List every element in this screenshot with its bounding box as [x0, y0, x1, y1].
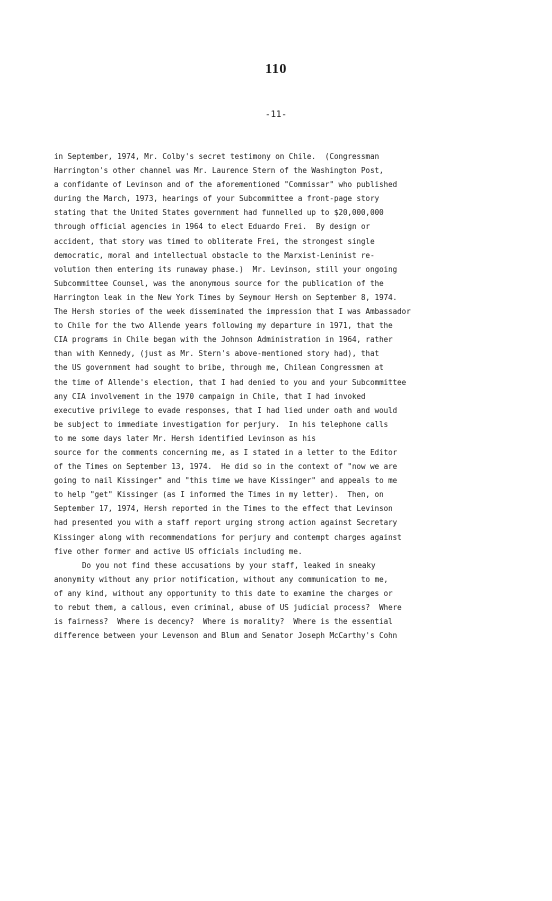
text-line: Harrington's other channel was Mr. Laurence Stern of the Washington Post, — [54, 166, 384, 176]
letter-body — [54, 150, 514, 643]
text-line: the US government had sought to bribe, through me, Chilean Congressmen at — [54, 363, 384, 373]
text-line: to Chile for the two Allende years following my departure in 1971, that the — [54, 321, 393, 331]
text-line: stating that the United States government had funnelled up to $20,000,000 — [54, 208, 384, 218]
text-line: source for the comments concerning me, as I stated in a letter to the Editor — [54, 447, 398, 457]
page-number: 110 — [265, 62, 287, 77]
text-line: any CIA involvement in the 1970 campaign in Chile, that I had invoked — [54, 391, 366, 401]
text-line: executive privilege to evade responses, that I had lied under oath and would — [54, 405, 398, 415]
section-number: -11- — [265, 110, 287, 120]
text-line: the time of Allende's election, that I had denied to you and your Subcommittee — [54, 377, 407, 387]
paragraph-first-line: Do you not find these accusations by your staff, leaked in sneaky — [82, 560, 376, 570]
text-line: is fairness? Where is decency? Where is morality? Where is the essential — [54, 617, 393, 627]
text-line: of the Times on September 13, 1974. He did so in the context of "now we are — [54, 462, 398, 472]
text-line: going to nail Kissinger" and "this time we have Kissinger" and appeals to me — [54, 476, 398, 486]
text-line: accident, that story was timed to obliterate Frei, the strongest single — [54, 236, 375, 246]
text-line: than with Kennedy, (just as Mr. Stern's above-mentioned story had), that — [54, 349, 380, 359]
text-line: to me some days later Mr. Hersh identified Levinson as his — [54, 433, 316, 443]
text-line: Kissinger along with recommendations for perjury and contempt charges against — [54, 532, 402, 542]
text-line: be subject to immediate investigation for perjury. In his telephone calls — [54, 419, 389, 429]
text-line: to rebut them, a callous, even criminal, abuse of US judicial process? Where — [54, 603, 402, 612]
text-line: during the March, 1973, hearings of your Subcommittee a front-page story — [54, 194, 380, 204]
text-line: The Hersh stories of the week disseminated the impression that I was Ambassador — [54, 307, 411, 317]
text-line: of any kind, without any opportunity to this date to examine the charges or — [54, 588, 393, 598]
text-line: anonymity without any prior notification, without any communication to me, — [54, 574, 389, 584]
text-line: volution then entering its runaway phase.) Mr. Levinson, still your ongoing — [54, 264, 398, 274]
text-line: difference between your Levenson and Blum and Senator Joseph McCarthy's Cohn — [54, 631, 398, 641]
text-line: through official agencies in 1964 to elect Eduardo Frei. By design or — [54, 222, 371, 232]
text-line: had presented you with a staff report urging strong action against Secretary — [54, 518, 398, 528]
text-line: CIA programs in Chile began with the Johnson Administration in 1964, rather — [54, 335, 393, 345]
text-line: September 17, 1974, Hersh reported in the Times to the effect that Levinson — [54, 504, 393, 514]
text-line: democratic, moral and intellectual obstacle to the Marxist-Leninist re- — [54, 250, 375, 260]
text-line: Harrington leak in the New York Times by Seymour Hersh on September 8, 1974. — [54, 292, 398, 302]
text-line: a confidante of Levinson and of the aforementioned "Commissar" who published — [54, 180, 398, 190]
text-line: five other former and active US officials including me. — [54, 546, 303, 556]
text-line: to help "get" Kissinger (as I informed the Times in my letter). Then, on — [54, 490, 384, 500]
text-line: Subcommittee Counsel, was the anonymous source for the publication of the — [54, 278, 384, 288]
text-line: in September, 1974, Mr. Colby's secret testimony on Chile. (Congressman — [54, 152, 380, 161]
